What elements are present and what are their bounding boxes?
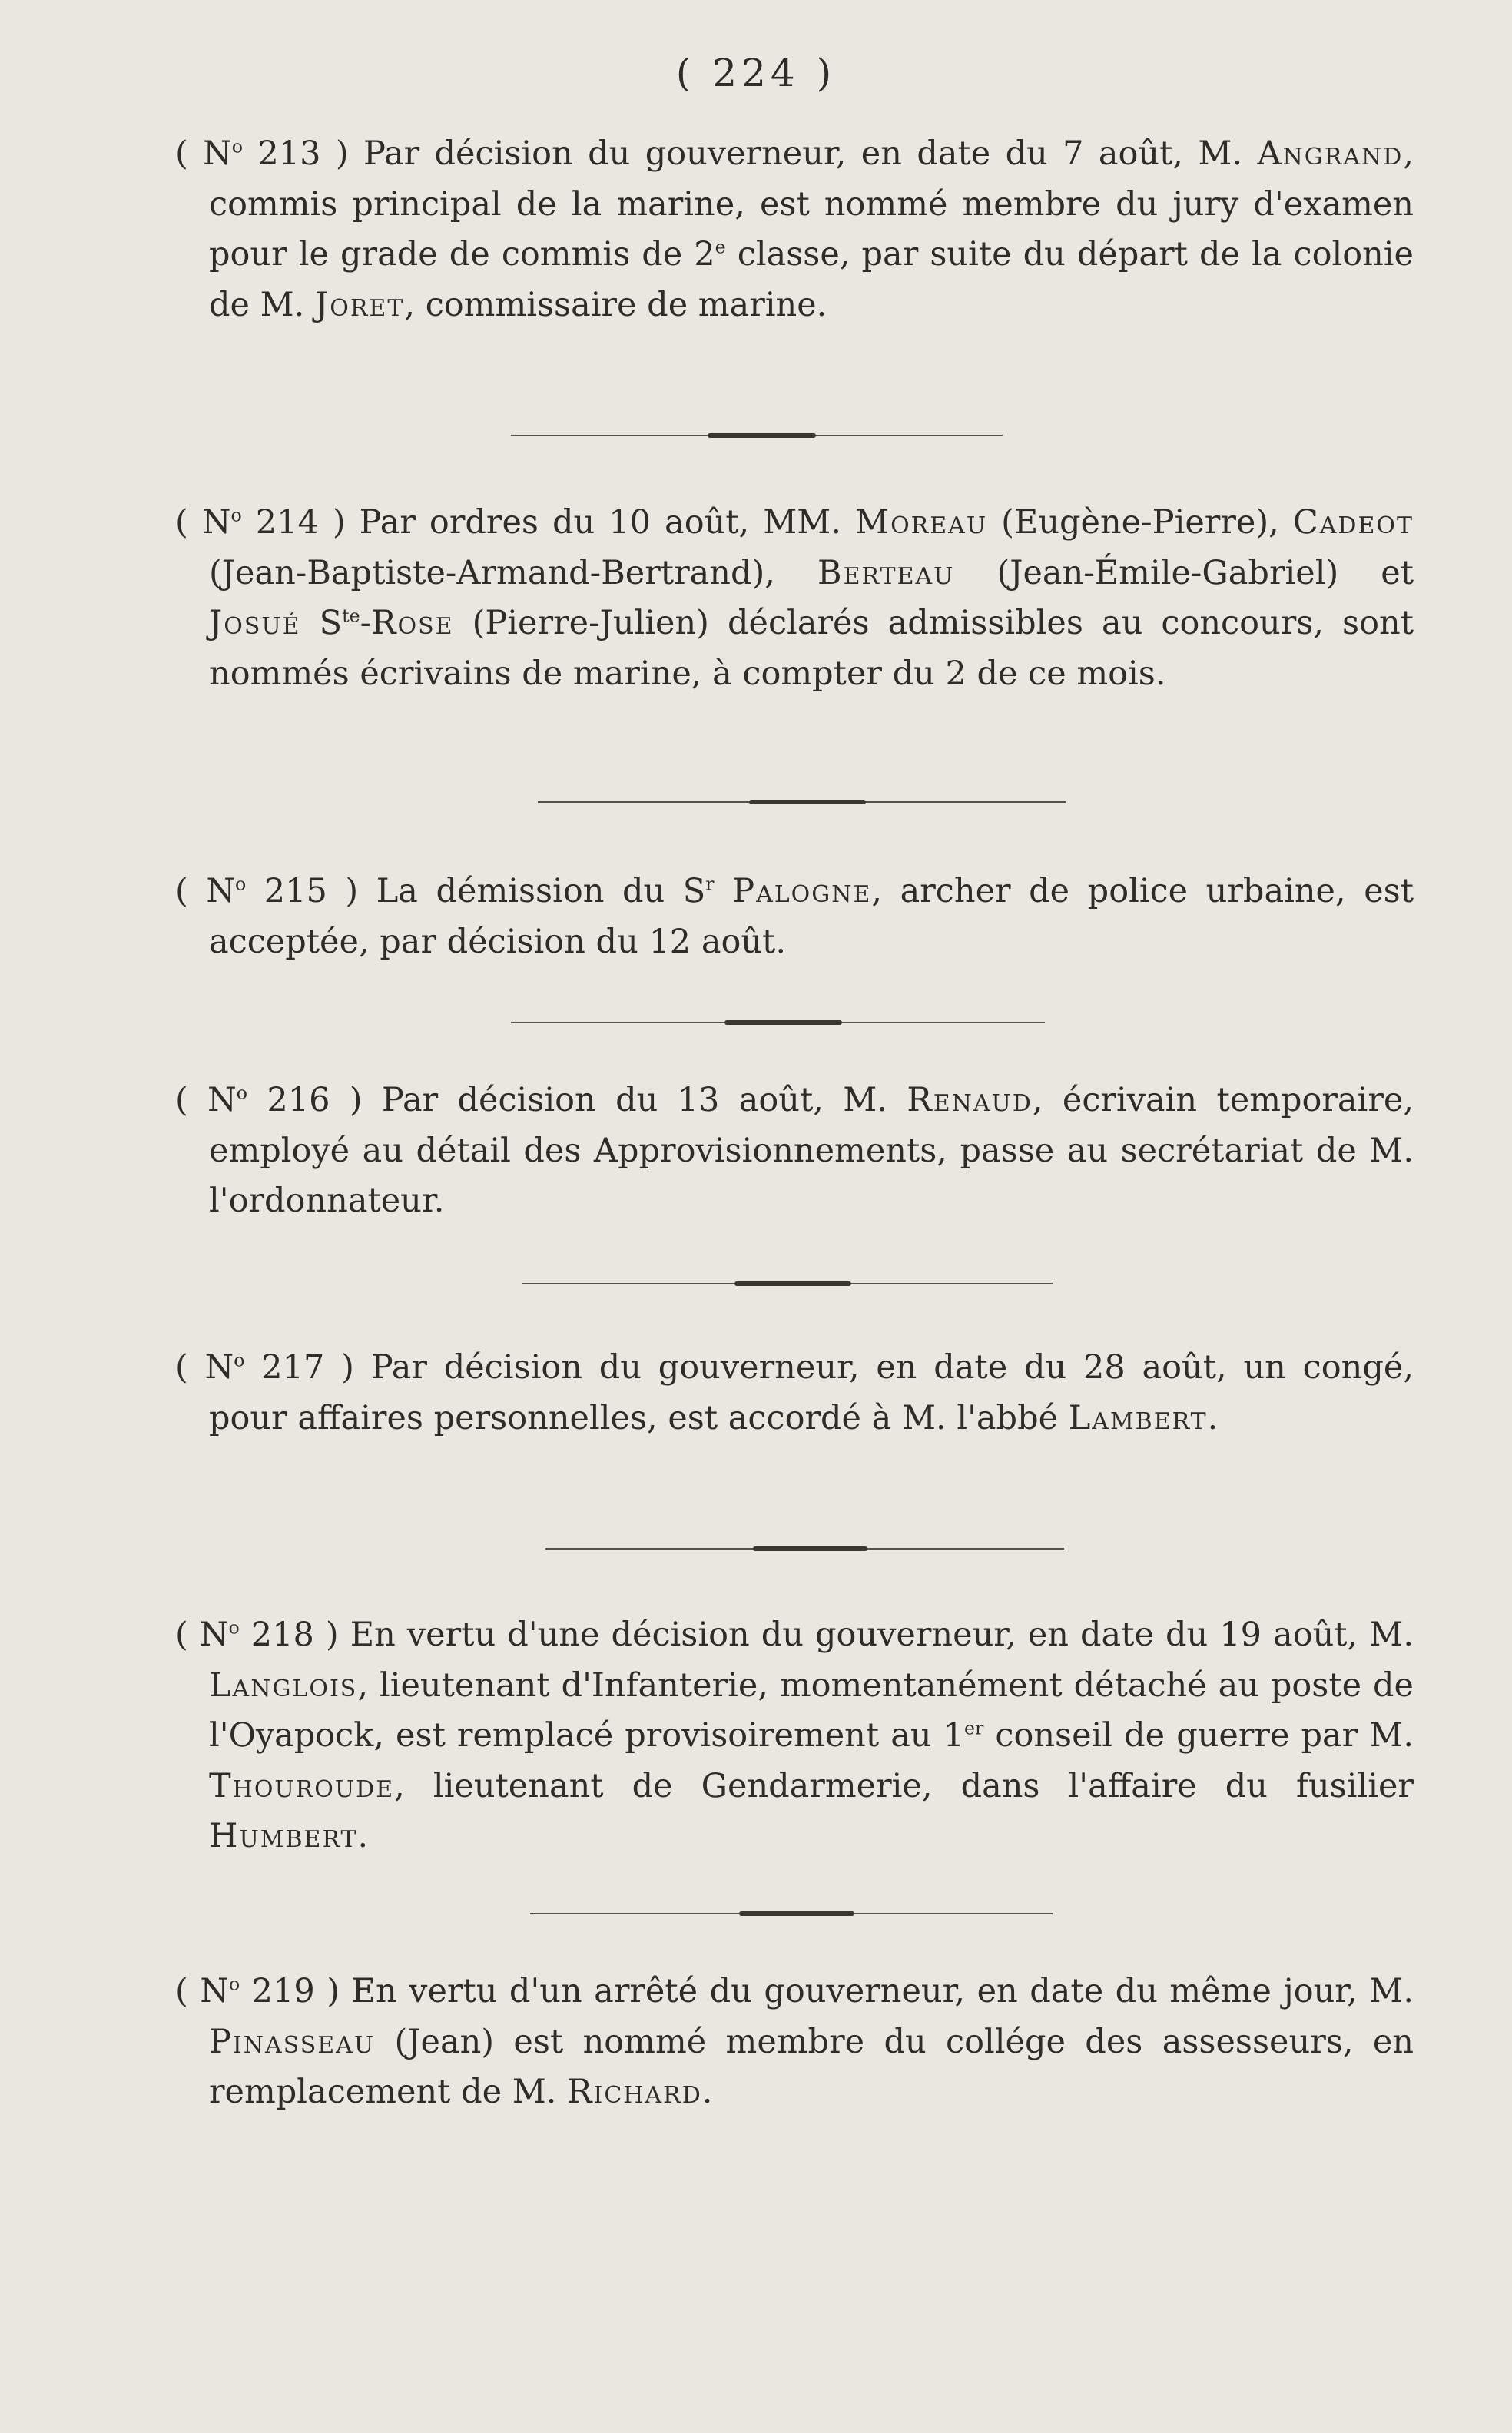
entry-215: ( $N^o$ 215 ) La démission du $S^r$ Palogne, archer de police urbaine, est acceptée, par décision du 12 août. <box>175 872 1414 961</box>
name-thouroude: Thouroude <box>209 1766 395 1805</box>
entry-219: ( $N^o$ 219 ) En vertu d'un arrêté du gouverneur, en date du même jour, M. Pinasseau (Jean) est nommé membre du collége des assesseurs, en remplacement de M. Richard. <box>175 1972 1414 2111</box>
entry-218: ( $N^o$ 218 ) En vertu d'une décision du gouverneur, en date du 19 août, M. Langlois, lieutenant d'Infanterie, momentanément détaché au poste de l'Oyapock, est remplacé provisoirement au 1er conseil de guerre par M. Thouroude, lieutenant de Gendarmerie, dans l'affaire du fusilier Humbert. <box>175 1616 1414 1855</box>
name-josue: Josué <box>209 604 301 642</box>
name-pinasseau: Pinasseau <box>209 2022 376 2061</box>
entry-213: ( $N^o$ 213 ) Par décision du gouverneur, en date du 7 août, M. Angrand, commis principal de la marine, est nommé membre du jury d'examen pour le grade de commis de 2e classe, par suite du départ de la colonie de M. Joret, commissaire de marine. <box>175 134 1414 324</box>
separator-rule <box>538 801 1066 803</box>
name-joret: Joret <box>315 285 405 324</box>
separator-rule <box>522 1283 1053 1284</box>
name-palogne: Palogne <box>732 872 872 910</box>
name-humbert: Humbert <box>209 1817 358 1855</box>
entry-217: ( $N^o$ 217 ) Par décision du gouverneur, en date du 28 août, un congé, pour affaires personnelles, est accordé à M. l'abbé Lambert. <box>175 1348 1414 1437</box>
name-renaud: Renaud <box>907 1081 1033 1119</box>
separator-rule <box>511 435 1003 436</box>
name-richard: Richard <box>567 2073 702 2111</box>
name-rose: Rose <box>371 604 454 642</box>
page-number: ( 224 ) <box>675 51 837 95</box>
name-langlois: Langlois <box>209 1666 358 1705</box>
entry-216: ( $N^o$ 216 ) Par décision du 13 août, M. Renaud, écrivain temporaire, employé au détail des Approvisionnements, passe au secrétariat de M. l'ordonnateur. <box>175 1081 1414 1220</box>
name-moreau: Moreau <box>855 503 988 542</box>
name-berteau: Berteau <box>817 553 955 592</box>
separator-rule <box>530 1913 1053 1914</box>
name-lambert: Lambert <box>1068 1398 1208 1437</box>
name-angrand: Angrand <box>1257 134 1404 173</box>
entry-214: ( $N^o$ 214 ) Par ordres du 10 août, MM. Moreau (Eugène-Pierre), Cadeot (Jean-Baptiste-Armand-Bertrand), Berteau (Jean-Émile-Gabriel) et Josué $S^{te}$-Rose (Pierre-Julien) déclarés admissibles au concours, sont nommés écrivains de marine, à compter du 2 de ce mois. <box>175 503 1414 693</box>
separator-rule <box>545 1548 1064 1550</box>
name-cadeot: Cadeot <box>1292 503 1414 542</box>
separator-rule <box>511 1022 1045 1023</box>
